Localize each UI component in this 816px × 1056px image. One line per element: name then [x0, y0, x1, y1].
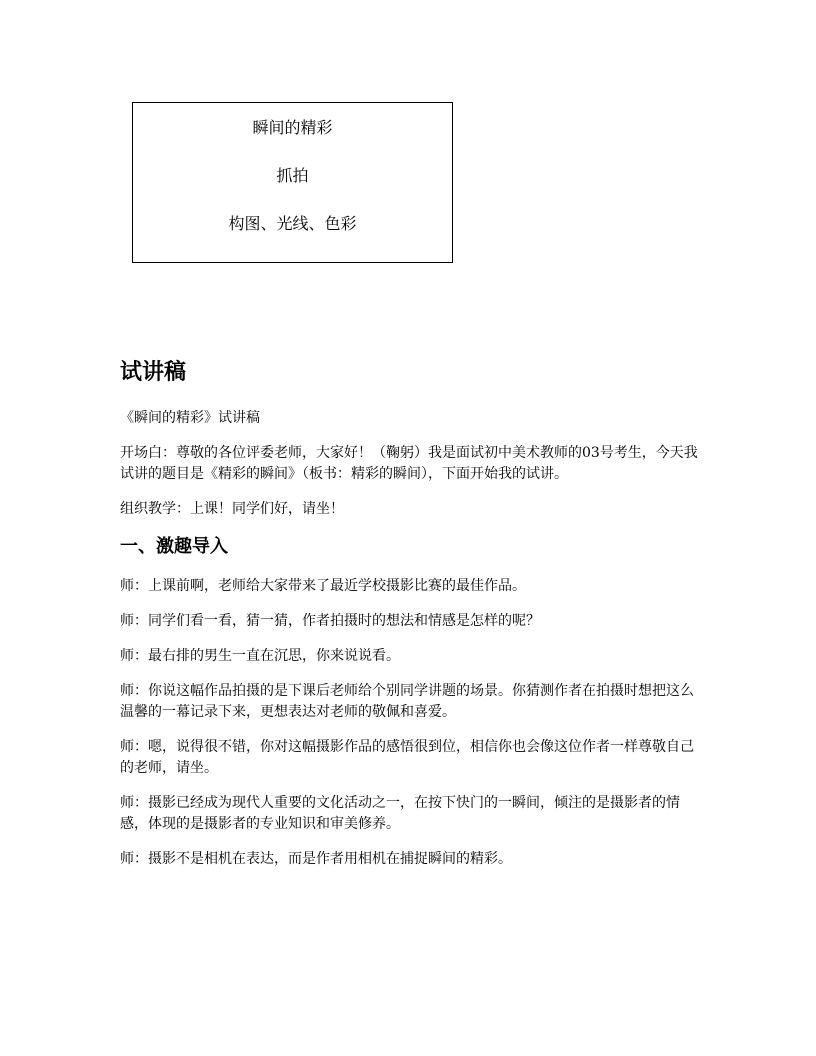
blackboard-box	[132, 102, 453, 263]
subtitle: 《瞬间的精彩》试讲稿	[120, 410, 260, 426]
section-heading: 一、激趣导入	[120, 536, 228, 557]
paragraph: 师：嗯，说得很不错，你对这幅摄影作品的感悟很到位，相信你也会像这位作者一样尊敬自己的老师，请坐。	[120, 739, 694, 776]
document-title: 试讲稿	[120, 359, 187, 385]
paragraph: 师：摄影不是相机在表达，而是作者用相机在捕捉瞬间的精彩。	[120, 851, 512, 867]
organize-paragraph: 组织教学：上课！同学们好，请坐！	[120, 501, 344, 517]
board-line-elements: 构图、光线、色彩	[228, 214, 357, 233]
board-line-title: 瞬间的精彩	[252, 118, 333, 137]
opening-paragraph: 开场白：尊敬的各位评委老师，大家好！（鞠躬）我是面试初中美术教师的03号考生，今天我试讲的题目是《精彩的瞬间》（板书：精彩的瞬间），下面开始我的试讲。	[120, 445, 698, 482]
paragraph: 师：你说这幅作品拍摄的是下课后老师给个别同学讲题的场景。你猜测作者在拍摄时想把这么温馨的一幕记录下来，更想表达对老师的敬佩和喜爱。	[120, 683, 694, 720]
document-body	[120, 356, 700, 884]
board-line-snapshot: 抓拍	[276, 166, 309, 185]
paragraph: 师：摄影已经成为现代人重要的文化活动之一，在按下快门的一瞬间，倾注的是摄影者的情感，体现的是摄影者的专业知识和审美修养。	[120, 795, 680, 832]
paragraph: 师：同学们看一看，猜一猜，作者拍摄时的想法和情感是怎样的呢？	[120, 613, 540, 629]
paragraph: 师：上课前啊，老师给大家带来了最近学校摄影比赛的最佳作品。	[120, 578, 526, 594]
paragraph: 师：最右排的男生一直在沉思，你来说说看。	[120, 648, 400, 664]
